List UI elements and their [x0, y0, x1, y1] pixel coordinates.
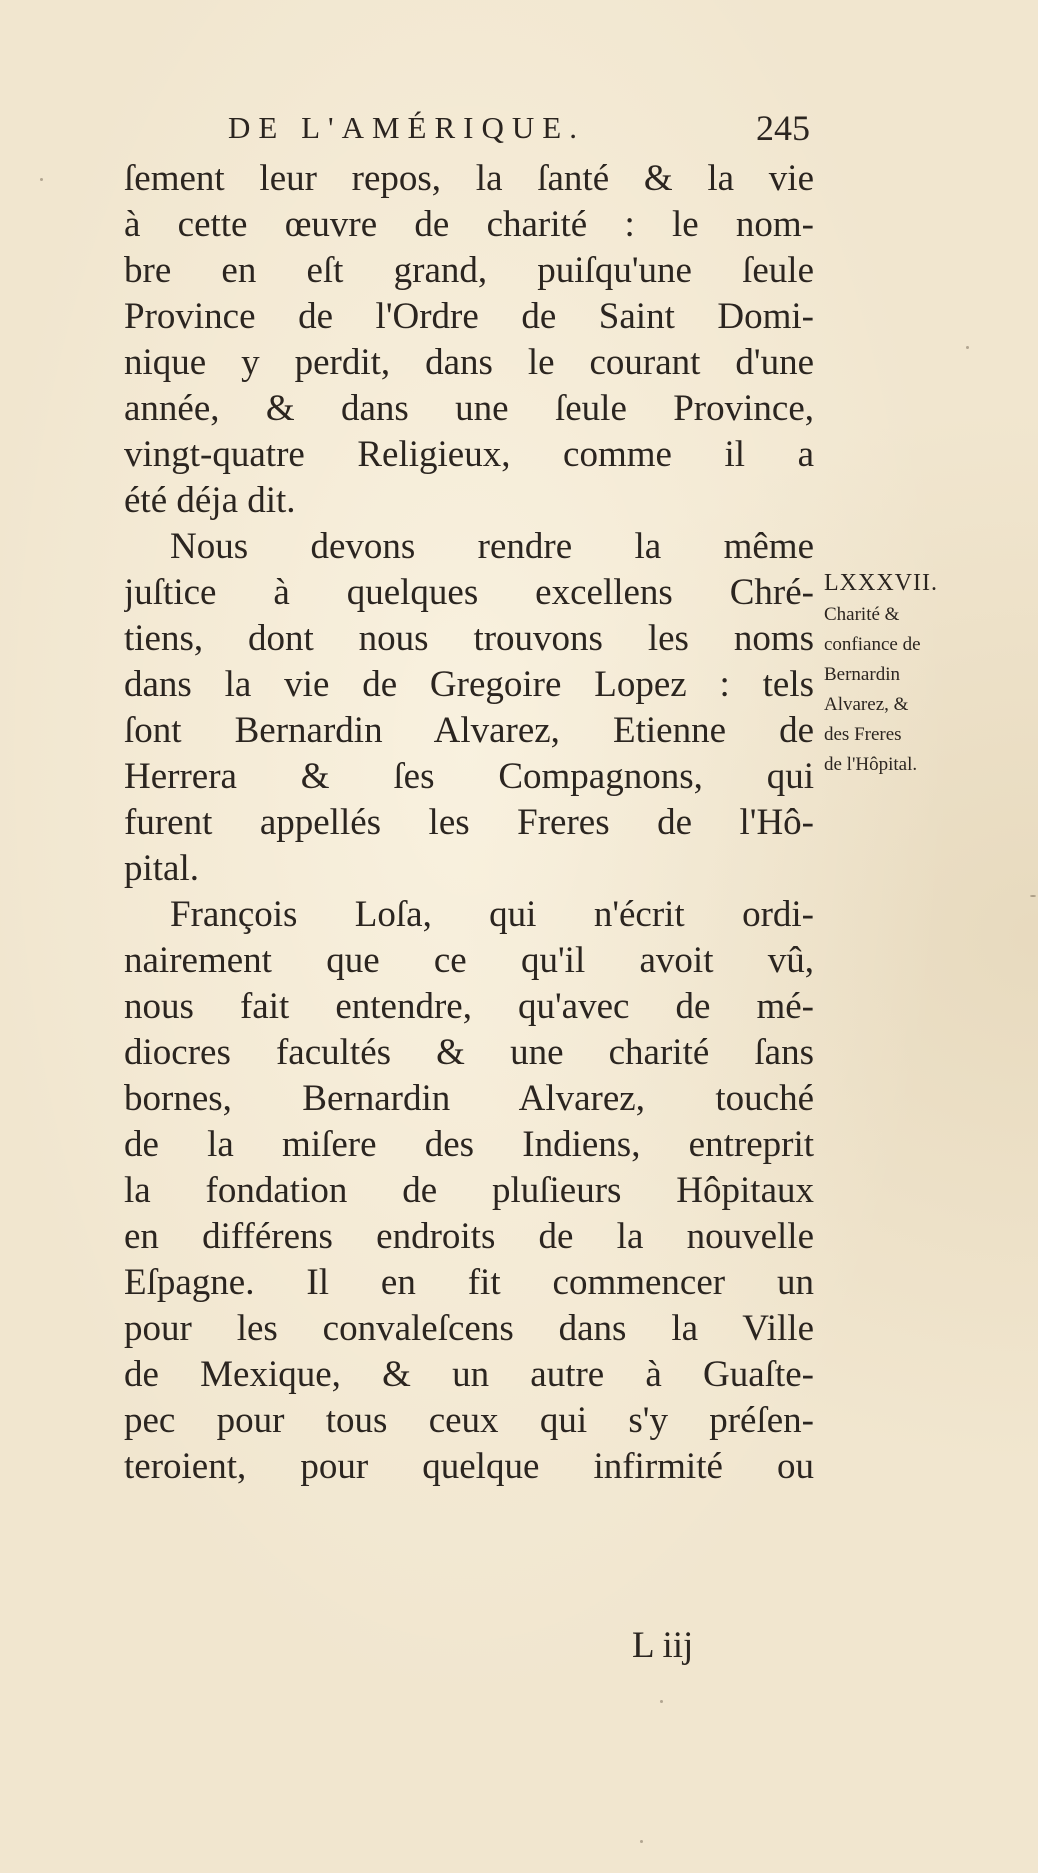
- text-line: nairement que ce qu'il avoit vû,: [124, 940, 814, 981]
- text-line: bornes, Bernardin Alvarez, touché: [124, 1078, 814, 1119]
- text-line: Herrera & ſes Compagnons, qui: [124, 756, 814, 797]
- text-line: de Mexique, & un autre à Guaſte-: [124, 1354, 814, 1395]
- text-line: pital.: [124, 848, 200, 889]
- page-number: 245: [756, 108, 810, 148]
- paragraph-start-line: François Loſa, qui n'écrit ordi-: [170, 894, 814, 935]
- text-line: dans la vie de Gregoire Lopez : tels: [124, 664, 814, 705]
- text-line: furent appellés les Freres de l'Hô-: [124, 802, 814, 843]
- signature-mark: L iij: [632, 1625, 694, 1666]
- paper-speck: [660, 1700, 663, 1703]
- text-line: diocres facultés & une charité ſans: [124, 1032, 814, 1073]
- text-line: vingt-quatre Religieux, comme il a: [124, 434, 814, 475]
- margin-note-line: confiance de: [824, 634, 921, 655]
- text-line: Province de l'Ordre de Saint Domi-: [124, 296, 814, 337]
- text-line: été déja dit.: [124, 480, 296, 521]
- text-line: bre en eſt grand, puiſqu'une ſeule: [124, 250, 814, 291]
- margin-note-number: LXXXVII.: [824, 570, 938, 596]
- paper-speck: [966, 346, 969, 349]
- text-line: la fondation de pluſieurs Hôpitaux: [124, 1170, 814, 1211]
- text-line: de la miſere des Indiens, entreprit: [124, 1124, 814, 1165]
- running-title: DE L'AMÉRIQUE.: [228, 110, 585, 145]
- text-line: juſtice à quelques excellens Chré-: [124, 572, 814, 613]
- margin-note-line: Bernardin: [824, 664, 900, 685]
- margin-note-line: Alvarez, &: [824, 694, 909, 715]
- margin-note-line: des Freres: [824, 724, 902, 745]
- paper-speck: [40, 178, 43, 181]
- text-line: ſont Bernardin Alvarez, Etienne de: [124, 710, 814, 751]
- text-line: en différens endroits de la nouvelle: [124, 1216, 814, 1257]
- margin-note-line: de l'Hôpital.: [824, 754, 918, 775]
- text-line: nique y perdit, dans le courant d'une: [124, 342, 814, 383]
- text-line: teroient, pour quelque infirmité ou: [124, 1446, 814, 1487]
- margin-note-line: Charité &: [824, 604, 900, 625]
- body-text: [124, 156, 814, 1490]
- page-header: [228, 104, 810, 152]
- paper-speck: [640, 1840, 643, 1843]
- paper-speck: [1030, 895, 1036, 897]
- text-line: nous fait entendre, qu'avec de mé-: [124, 986, 814, 1027]
- text-line: année, & dans une ſeule Province,: [124, 388, 814, 429]
- text-line: pec pour tous ceux qui s'y préſen-: [124, 1400, 814, 1441]
- margin-note: [824, 566, 1004, 780]
- text-line: Eſpagne. Il en fit commencer un: [124, 1262, 814, 1303]
- text-line: pour les convaleſcens dans la Ville: [124, 1308, 814, 1349]
- text-line: à cette œuvre de charité : le nom-: [124, 204, 814, 245]
- paragraph-start-line: Nous devons rendre la même: [170, 526, 814, 567]
- text-line: ſement leur repos, la ſanté & la vie: [124, 158, 814, 199]
- text-line: tiens, dont nous trouvons les noms: [124, 618, 814, 659]
